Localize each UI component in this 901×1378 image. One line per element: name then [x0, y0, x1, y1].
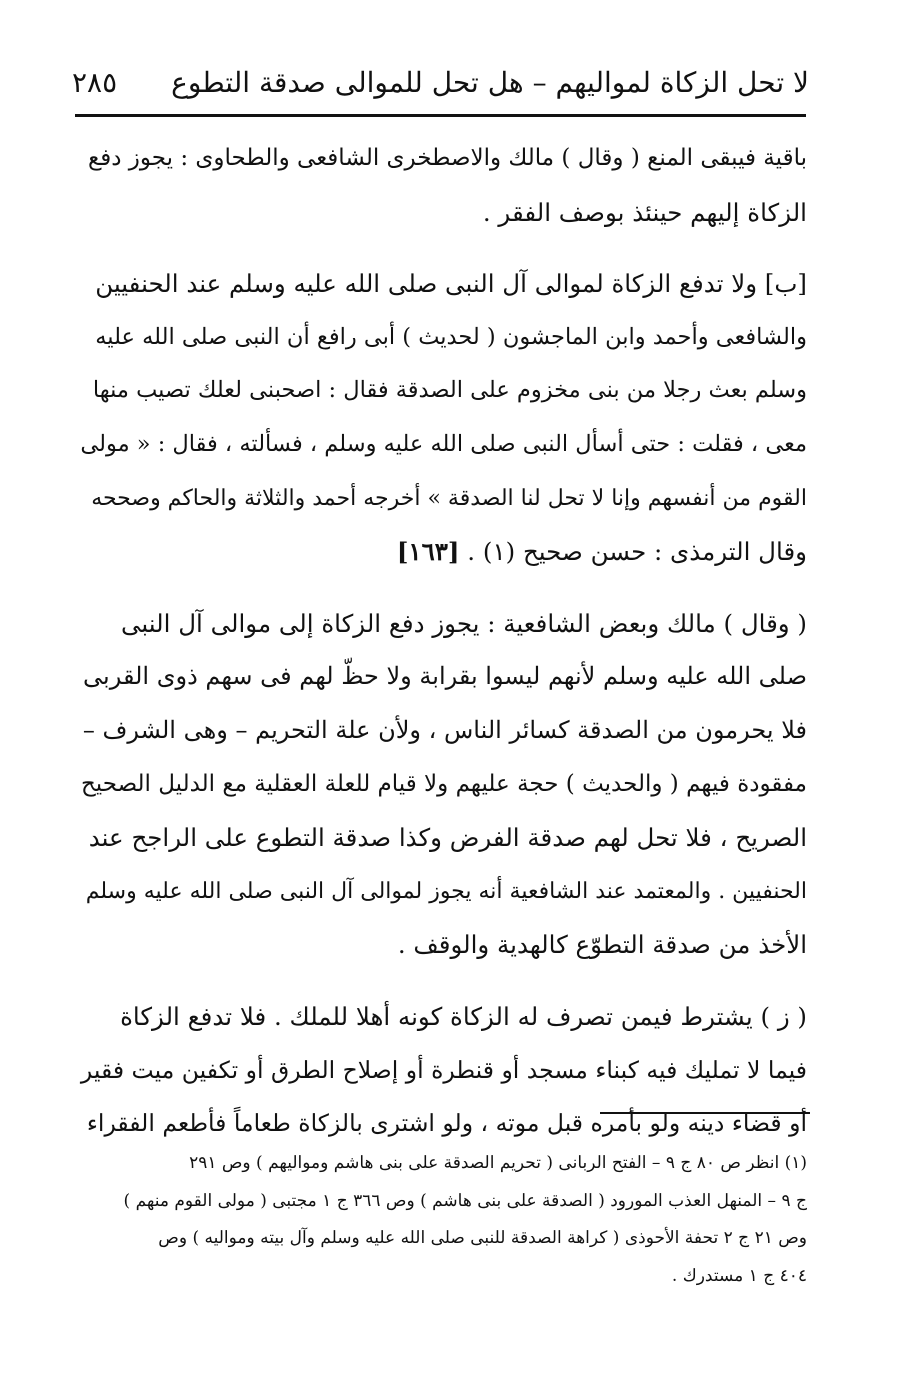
paragraph-2	[80, 257, 807, 579]
text-line: مفقودة فيهم ( والحديث ) حجة عليهم ولا قيام للعلة العقلية مع الدليل الصحيح	[80, 770, 807, 797]
footnote-rule	[600, 1112, 810, 1114]
running-title: لا تحل الزكاة لمواليهم – هل تحل للموالى صدقة التطوع	[171, 65, 809, 99]
hadith-reference-number: [١٦٣]	[396, 537, 460, 567]
text-line: الزكاة إليهم حينئذ بوصف الفقر .	[482, 197, 807, 227]
paragraph-3	[80, 597, 807, 972]
text-line: معى ، فقلت : حتى أسأل النبى صلى الله عليه وسلم ، فسألته ، فقال : « مولى	[80, 430, 807, 457]
text-line: القوم من أنفسهم وإنا لا تحل لنا الصدقة » أخرجه أحمد والثلاثة والحاكم وصححه	[91, 485, 807, 511]
body-text	[80, 132, 807, 1169]
footnote-line: ٤٠٤ ج ١ مستدرك .	[671, 1265, 807, 1286]
text-line: الصريح ، فلا تحل لهم صدقة الفرض وكذا صدقة التطوع على الراجح عند	[88, 823, 807, 853]
footnote-line: ج ٩ – المنهل العذب المورود ( الصدقة على بنى هاشم ) وص ٣٦٦ ج ١ مجتبى ( مولى القوم منهم )	[123, 1190, 807, 1211]
footnote-line: وص ٢١ ج ٢ تحفة الأحوذى ( كراهة الصدقة للنبى صلى الله عليه وسلم وآل بيته ومواليه ) وص	[158, 1228, 807, 1248]
text-line: فيما لا تمليك فيه كبناء مسجد أو قنطرة أو إصلاح الطرق أو تكفين ميت فقير	[80, 1055, 807, 1084]
text-line: وسلم بعث رجلا من بنى مخزوم على الصدقة فقال : اصحبنى لعلك تصيب منها	[92, 377, 807, 404]
text-line: ( ز ) يشترط فيمن تصرف له الزكاة كونه أهلا للملك . فلا تدفع الزكاة	[120, 1001, 807, 1031]
paragraph-1	[80, 132, 807, 239]
page-number: ٢٨٥	[72, 65, 118, 99]
header-rule	[75, 114, 806, 117]
text-line: [ب] ولا تدفع الزكاة لموالى آل النبى صلى الله عليه وسلم عند الحنفيين	[95, 269, 807, 299]
footnote-line: (١) انظر ص ٨٠ ج ٩ – الفتح الربانى ( تحريم الصدقة على بنى هاشم ومواليهم ) وص ٢٩١	[189, 1153, 807, 1173]
text-line: صلى الله عليه وسلم لأنهم ليسوا بقرابة ولا حظّ لهم فى سهم ذوى القربى	[83, 662, 807, 691]
text-line: والشافعى وأحمد وابن الماجشون ( لحديث ) أبى رافع أن النبى صلى الله عليه	[95, 323, 807, 350]
paragraph-4	[80, 990, 807, 1151]
running-header	[72, 58, 809, 106]
text-line: الأخذ من صدقة التطوّع كالهدية والوقف .	[397, 930, 807, 960]
text-line: فلا يحرمون من الصدقة كسائر الناس ، ولأن علة التحريم – وهى الشرف –	[82, 715, 807, 744]
text-line: ( وقال ) مالك وبعض الشافعية : يجوز دفع الزكاة إلى موالى آل النبى	[120, 608, 807, 638]
footnotes	[70, 1145, 807, 1295]
text-line: باقية فيبقى المنع ( وقال ) مالك والاصطخرى الشافعى والطحاوى : يجوز دفع	[88, 145, 807, 171]
text-line: وقال الترمذى : حسن صحيح (١) .	[467, 537, 807, 567]
text-line: أو قضاء دينه ولو بأمره قبل موته ، ولو اشترى بالزكاة طعاماً فأطعم الفقراء	[86, 1109, 807, 1138]
text-line-with-reference	[80, 525, 807, 579]
text-line: الحنفيين . والمعتمد عند الشافعية أنه يجوز لموالى آل النبى صلى الله عليه وسلم	[85, 878, 807, 904]
